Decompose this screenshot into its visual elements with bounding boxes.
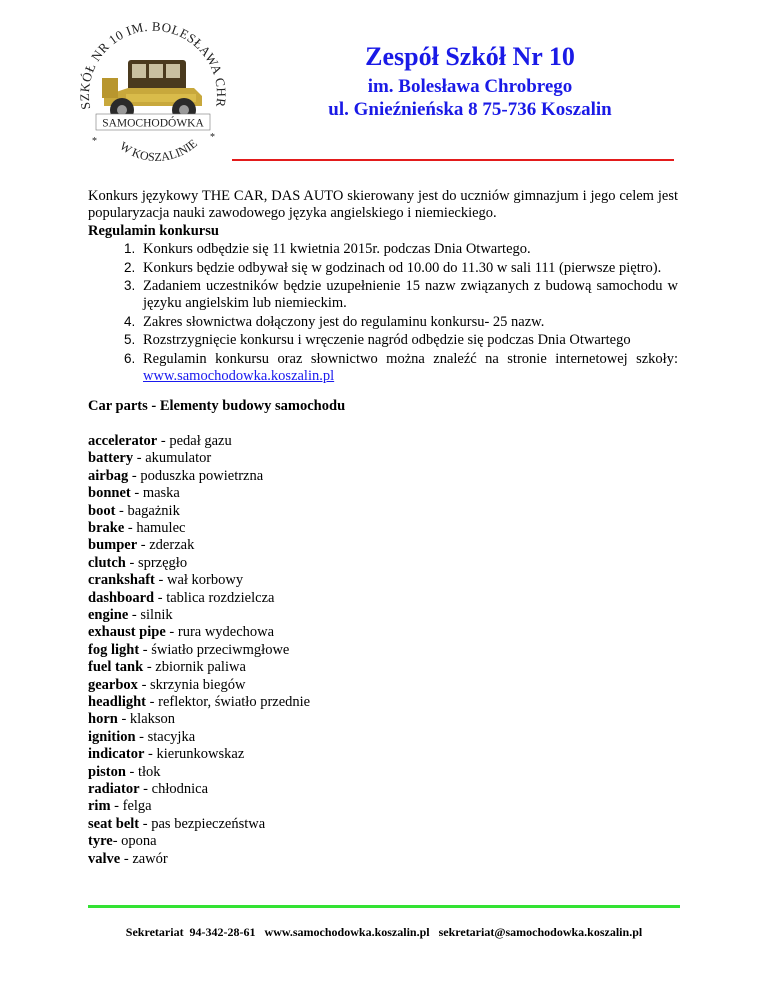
vocab-meaning: sprzęgło <box>137 554 188 571</box>
vocab-separator: - <box>165 624 178 641</box>
vocab-item <box>88 590 678 607</box>
seal-ring-text: SZKÓŁ NR 10 IM. BOLESŁAWA CHR <box>76 18 230 111</box>
vocab-item <box>88 468 678 485</box>
school-patron: im. Bolesława Chrobrego <box>367 76 573 97</box>
vocab-meaning: zderzak <box>149 537 195 554</box>
vocab-separator: - <box>112 833 122 850</box>
vocab-separator: - <box>154 572 167 589</box>
seal-banner-text: SAMOCHODÓWKA <box>102 117 204 130</box>
vocab-meaning: skrzynia biegów <box>150 676 246 693</box>
vocab-meaning: chłodnica <box>151 781 209 797</box>
vocab-meaning: stacyjka <box>147 728 196 745</box>
vocab-separator: - <box>154 589 167 606</box>
vocab-term: bumper <box>88 537 138 554</box>
vocab-item <box>88 607 678 624</box>
vocab-term: crankshaft <box>88 572 155 589</box>
vocab-item <box>88 537 678 554</box>
vocab-meaning: opona <box>121 833 157 850</box>
vocab-term: dashboard <box>88 589 155 606</box>
vocab-list <box>88 433 678 868</box>
vocab-term: brake <box>88 519 125 536</box>
vocab-item <box>88 624 678 641</box>
vocab-meaning: zbiornik paliwa <box>155 659 246 676</box>
vocab-term: radiator <box>88 781 140 797</box>
vocab-meaning: klakson <box>129 711 176 728</box>
vocab-term: battery <box>88 450 134 467</box>
vocab-meaning: akumulator <box>145 450 212 467</box>
vocab-item <box>88 816 678 833</box>
school-website-link[interactable]: www.samochodowka.koszalin.pl <box>143 368 335 385</box>
school-name-title: Zespół Szkół Nr 10 <box>365 42 575 71</box>
vocab-term: boot <box>88 502 116 519</box>
rule-item: 3. Zadaniem uczestników będzie uzupełnienie 15 nazw związanych z budową samochodu w języku angielskim lub niemieckim. <box>139 277 678 313</box>
vocab-item <box>88 433 678 450</box>
vocab-separator: - <box>124 519 137 536</box>
vocab-item <box>88 642 678 659</box>
vocab-term: exhaust pipe <box>88 624 166 641</box>
rule-item: 1. Konkurs odbędzie się 11 kwietnia 2015r. podczas Dnia Otwartego. <box>139 240 678 258</box>
vocab-separator: - <box>139 815 152 832</box>
vocab-separator: - <box>146 693 159 710</box>
vocab-heading: Car parts - Elementy budowy samochodu <box>88 398 346 415</box>
vocab-term: accelerator <box>88 432 158 449</box>
vocab-term: indicator <box>88 746 145 763</box>
vocab-item <box>88 746 678 763</box>
rule-item: 5. Rozstrzygnięcie konkursu i wręczenie nagród odbędzie się podczas Dnia Otwartego <box>139 331 678 349</box>
vocab-separator: - <box>128 467 141 484</box>
vocab-separator: - <box>137 537 150 554</box>
school-address: ul. Gnieźnieńska 8 75-736 Koszalin <box>328 99 612 120</box>
vocab-separator: - <box>110 798 123 815</box>
vocab-meaning: kierunkowskaz <box>156 746 245 763</box>
rule-item: 4. Zakres słownictwa dołączony jest do regulaminu konkursu- 25 nazw. <box>139 313 678 331</box>
vocab-term: engine <box>88 606 129 623</box>
rule-item-text: Regulamin konkursu oraz słownictwo można znaleźć na stronie internetowej szkoły: <box>143 350 678 367</box>
footer-divider <box>88 905 680 908</box>
seal-star-icon: * <box>210 132 215 143</box>
rules-list <box>88 240 678 385</box>
vintage-car-icon <box>102 60 202 122</box>
vocab-item <box>88 555 678 572</box>
vocab-term: seat belt <box>88 815 140 832</box>
vocab-separator: - <box>157 432 170 449</box>
vocab-separator: - <box>128 606 141 623</box>
vocab-term: rim <box>88 798 111 815</box>
rules-heading: Regulamin konkursu <box>88 222 219 239</box>
vocab-meaning: rura wydechowa <box>177 624 275 641</box>
vocab-item <box>88 520 678 537</box>
vocab-separator: - <box>144 746 157 763</box>
vocab-item <box>88 781 678 798</box>
vocab-meaning: hamulec <box>136 519 186 536</box>
vocab-term: airbag <box>88 467 129 484</box>
vocab-meaning: pas bezpieczeństwa <box>151 815 266 832</box>
vocab-separator: - <box>125 763 138 780</box>
rule-item <box>139 350 678 386</box>
footer-contact: Sekretariat 94-342-28-61 www.samochodowka.koszalin.pl sekretariat@samochodowka.koszalin.pl <box>125 925 643 939</box>
vocab-separator: - <box>135 728 148 745</box>
vocab-separator: - <box>125 554 138 571</box>
vocab-separator: - <box>115 502 128 519</box>
school-logo-seal <box>68 14 238 176</box>
vocab-term: horn <box>88 711 118 728</box>
vocab-term: clutch <box>88 554 126 571</box>
vocab-separator: - <box>139 781 152 797</box>
vocab-term: gearbox <box>88 676 138 693</box>
seal-star-icon: * <box>92 136 97 147</box>
rule-item: 2. Konkurs będzie odbywał się w godzinach od 10.00 do 11.30 w sali 111 (pierwsze piętro). <box>139 259 678 277</box>
vocab-meaning: poduszka powietrzna <box>140 467 264 484</box>
vocab-meaning: bagażnik <box>127 502 180 519</box>
vocab-term: valve <box>88 850 121 867</box>
intro-paragraph: Konkurs językowy THE CAR, DAS AUTO skierowany jest do uczniów gimnazjum i jego celem jest popularyzacja nauki zawodowego języka angielskiego i niemieckiego. <box>88 188 678 222</box>
vocab-term: tyre <box>88 833 113 850</box>
vocab-meaning: zawór <box>132 850 168 867</box>
vocab-item <box>88 503 678 520</box>
vocab-item <box>88 711 678 728</box>
vocab-item <box>88 485 678 502</box>
vocab-item <box>88 798 678 815</box>
vocab-term: fog light <box>88 641 140 658</box>
vocab-term: headlight <box>88 693 147 710</box>
vocab-item <box>88 764 678 781</box>
vocab-meaning: silnik <box>140 606 173 623</box>
vocab-meaning: tłok <box>137 763 161 780</box>
svg-text:W KOSZALINIE <box>117 136 200 164</box>
vocab-meaning: maska <box>142 485 180 502</box>
vocab-meaning: wał korbowy <box>166 572 244 589</box>
vocab-separator: - <box>133 450 146 467</box>
vocab-separator: - <box>137 676 151 693</box>
vocab-separator: - <box>143 659 156 676</box>
vocab-meaning: pedał gazu <box>169 432 232 449</box>
vocab-separator: - <box>139 641 152 658</box>
vocab-term: piston <box>88 763 126 780</box>
vocab-item <box>88 572 678 589</box>
vocab-term: ignition <box>88 728 136 745</box>
vocab-item <box>88 851 678 868</box>
vocab-item <box>88 659 678 676</box>
vocab-meaning: tablica rozdzielcza <box>166 589 275 606</box>
vocab-item <box>88 833 678 850</box>
vocab-item <box>88 450 678 467</box>
header-divider <box>232 159 674 161</box>
school-seal-graphic <box>68 14 238 176</box>
seal-bottom-text: W KOSZALINIE <box>117 136 200 164</box>
vocab-item <box>88 694 678 711</box>
vocab-item <box>88 729 678 746</box>
vocab-item <box>88 677 678 694</box>
vocab-separator: - <box>120 850 133 867</box>
vocab-separator: - <box>130 485 143 502</box>
vocab-separator: - <box>117 711 130 728</box>
vocab-term: fuel tank <box>88 659 144 676</box>
document-body <box>88 188 678 868</box>
vocab-meaning: światło przeciwmgłowe <box>151 641 290 658</box>
vocab-meaning: felga <box>122 798 152 815</box>
vocab-term: bonnet <box>88 485 131 502</box>
vocab-meaning: reflektor, światło przednie <box>158 693 311 710</box>
